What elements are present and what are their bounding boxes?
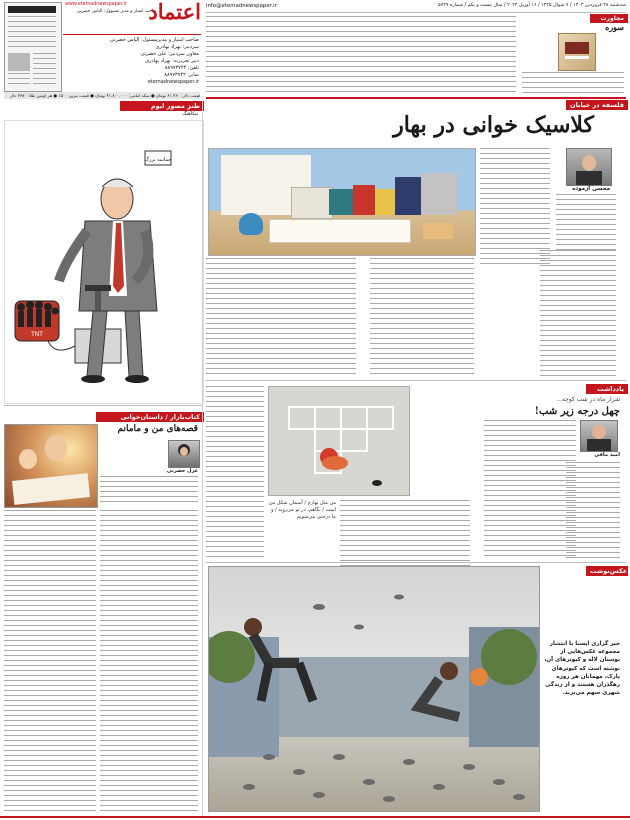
author-name: محسن آزموده bbox=[572, 186, 610, 192]
classic-col-left bbox=[206, 258, 356, 376]
section-cartoon: طنز مصور ایوم bbox=[120, 101, 204, 111]
hopscotch-col-text bbox=[340, 500, 470, 570]
issue-bar bbox=[206, 2, 626, 13]
columnist2-headline[interactable]: چهل درجه زیر شب! bbox=[534, 406, 620, 417]
hopscotch-photo[interactable] bbox=[268, 386, 410, 496]
story-text-right bbox=[100, 510, 198, 812]
pigeon-photo[interactable] bbox=[208, 566, 540, 812]
classic-headline[interactable]: کلاسیک خوانی در بهار bbox=[393, 112, 594, 138]
hopscotch-left-text bbox=[206, 386, 264, 560]
books-still-life-photo[interactable] bbox=[208, 148, 476, 256]
newspaper-logo: اعتماد bbox=[148, 0, 201, 24]
contact-line: تلفن: ۸۸۹۷۳۷۴۴ bbox=[164, 65, 199, 71]
cartoon-illustration bbox=[5, 121, 203, 403]
website-text[interactable]: www.etemadnewspaper.ir bbox=[65, 2, 128, 7]
price-ticker: قیمت دلار: ۶۱.۴۶۰ تومان ● سکه امامی: ۴۱.۸۰۰.۰۰۰ تومان ● قیمت بنزین ۱۵۰۰ ● هر اونس طلا: ۲۳۸۰ دلار bbox=[4, 92, 200, 99]
publisher-line: صاحب امتیاز و مدیر مسوول: الیاس حضرتی bbox=[76, 9, 157, 14]
section-columnist2: یادداشت bbox=[586, 384, 628, 394]
classic-col-right bbox=[540, 250, 616, 376]
story-author: غزل حضرتی bbox=[166, 468, 198, 474]
columnist2-kicker: شرار ماه در شب کوچه... bbox=[556, 396, 620, 403]
pigeon-photo-drawing bbox=[209, 567, 539, 811]
columnist2-author: امید مافی bbox=[594, 452, 620, 458]
contacts-block bbox=[63, 34, 201, 91]
columnist2-photo[interactable] bbox=[580, 420, 618, 452]
story-headline[interactable]: قصه‌های من و مامانم bbox=[117, 424, 198, 434]
book-cover-image[interactable] bbox=[558, 33, 596, 71]
classic-col-mid bbox=[370, 258, 474, 376]
classic-intro-text bbox=[556, 194, 616, 250]
email-text[interactable]: info@etemadnewspaper.ir bbox=[206, 3, 277, 9]
cartoon-sub: نیکاهنگ bbox=[182, 111, 198, 117]
cartoon-panel[interactable] bbox=[4, 120, 204, 404]
hopscotch-drawing bbox=[269, 387, 409, 495]
contact-line: معاون سردبیر: علی حضرتی bbox=[140, 51, 199, 57]
issue-line: سه‌شنبه ۲۸ فروردین ۱۴۰۳ / ۷ شوال ۱۴۴۵ / ۱۶ آوریل ۲۰۲۴ / سال بیست و یکم / شماره ۵۷۲۹ bbox=[438, 3, 626, 8]
masthead-news-text bbox=[206, 16, 516, 92]
footer-rule bbox=[0, 816, 630, 818]
top-right-column bbox=[520, 20, 626, 96]
dynamite-label: TNT bbox=[31, 331, 43, 338]
cartoon-sign-text: حماسه بزرگ bbox=[144, 157, 172, 163]
section-title: سوره bbox=[605, 22, 624, 32]
story-text-left bbox=[4, 510, 96, 812]
story-author-photo[interactable] bbox=[168, 440, 200, 468]
contact-line: دبیر تحریریه: بهزاد بهادری bbox=[145, 58, 199, 64]
contact-line[interactable]: etemadnewspaper.ir bbox=[147, 79, 199, 85]
section-photo: عکس‌نوشت bbox=[586, 566, 628, 576]
contact-line: نمابر: ۸۸۹۷۳۷۴۲ bbox=[164, 72, 199, 78]
contact-line: سردبیر: بهزاد بهادری bbox=[155, 44, 199, 50]
columnist2-text bbox=[484, 420, 576, 560]
author-photo[interactable] bbox=[566, 148, 612, 186]
section-history: فلسفه در خیابان bbox=[566, 100, 628, 110]
contact-line: صاحب امتیاز و مدیرمسئول: الیاس حضرتی bbox=[110, 37, 199, 43]
front-page-thumbnail[interactable] bbox=[4, 2, 62, 92]
section-story: کتاب‌بازار / داستان‌خوانی bbox=[96, 412, 204, 422]
story-text-top bbox=[100, 476, 198, 506]
photo-caption: خبر گزاری ایسنا با انتشار مجموعه عکس‌هایی از بوستان لاله و کبوترهای آن، نوشته است که کبوترهای پارک، مهمانان هر روزه رهگذران هستند و از زندگی شهری سهم می‌برند. bbox=[544, 641, 620, 697]
mother-daughter-photo[interactable] bbox=[4, 424, 98, 508]
divider bbox=[206, 97, 626, 99]
classic-col-right-lower bbox=[480, 148, 550, 268]
hopscotch-caption: من مثل بهارم / آسمان شکل من است / نگاهم، در تو می‌روید / و ما درختی می‌شویم bbox=[268, 500, 336, 520]
masthead-block bbox=[63, 2, 201, 32]
page-tag: مجاورت bbox=[590, 14, 628, 23]
columnist2-text-right bbox=[566, 462, 620, 560]
